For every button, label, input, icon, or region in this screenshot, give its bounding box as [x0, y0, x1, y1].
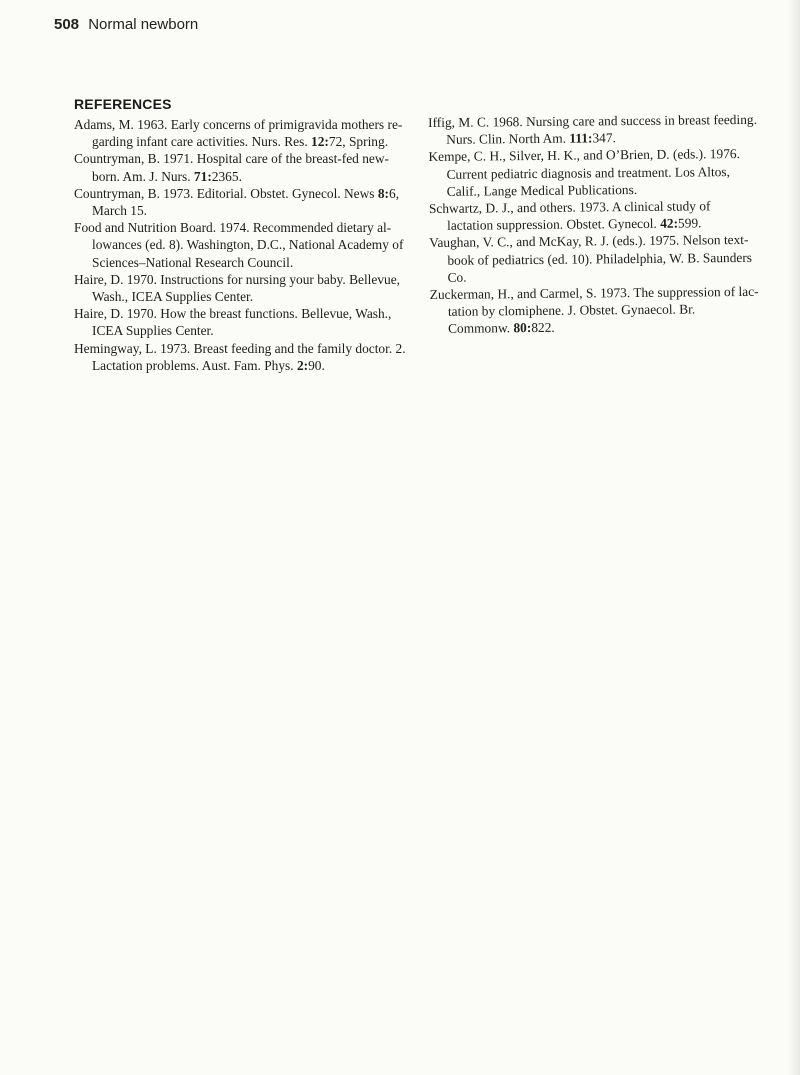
reference-pages: 72, Spring. — [328, 134, 389, 150]
reference-pages: 6, March 15. — [92, 185, 400, 219]
reference-entry — [430, 283, 760, 338]
reference-entry — [74, 271, 408, 305]
reference-text: Countryman, B. 1971. Hospital care of the breast-fed new-born. Am. J. Nurs. — [74, 151, 389, 184]
reference-pages: 2365. — [211, 168, 242, 184]
references-left-column — [74, 116, 408, 374]
reference-entry — [74, 150, 408, 184]
running-header — [54, 16, 198, 33]
reference-text: Vaughan, V. C., and McKay, R. J. (eds.). 1975. Nelson text-book of pediatrics (ed. 10). Philadelphia, W. B. Saunders Co. — [429, 232, 753, 285]
reference-volume: 12: — [311, 134, 329, 150]
page-number: 508 — [54, 16, 80, 33]
running-title: Normal newborn — [88, 16, 199, 33]
reference-text: Countryman, B. 1973. Editorial. Obstet. Gynecol. News — [74, 185, 378, 201]
reference-volume: 71: — [193, 168, 212, 184]
reference-entry — [429, 197, 759, 235]
reference-entry — [428, 111, 758, 149]
references-heading: REFERENCES — [74, 96, 172, 112]
references-right-column — [428, 111, 760, 338]
reference-text: Schwartz, D. J., and others. 1973. A clinical study of lactation suppression. Obstet. Gynecol. — [428, 198, 711, 234]
reference-entry — [428, 145, 758, 200]
reference-text: Adams, M. 1963. Early concerns of primigravida mothers re-garding infant care activities. Nurs. Res. — [74, 117, 403, 150]
reference-pages: 822. — [531, 320, 555, 336]
reference-text: Hemingway, L. 1973. Breast feeding and the family doctor. 2. Lactation problems. Aust. Fam. Phys. — [74, 340, 406, 373]
page-edge-shadow — [788, 0, 800, 1075]
reference-entry — [429, 231, 759, 286]
reference-entry — [74, 116, 408, 150]
reference-pages: 599. — [677, 215, 702, 231]
reference-volume: 8: — [377, 185, 390, 201]
reference-text: Haire, D. 1970. Instructions for nursing your baby. Bellevue, Wash., ICEA Supplies Center. — [74, 271, 401, 305]
reference-volume: 42: — [660, 215, 679, 231]
reference-pages: 90. — [308, 357, 325, 373]
reference-entry — [74, 305, 408, 339]
reference-pages: 347. — [592, 130, 616, 146]
reference-text: Food and Nutrition Board. 1974. Recommended dietary al-lowances (ed. 8). Washington, D.C., National Academy of Sciences–National Research Council. — [74, 220, 404, 270]
reference-entry — [74, 340, 408, 374]
reference-volume: 80: — [513, 320, 532, 336]
reference-text: Haire, D. 1970. How the breast functions. Bellevue, Wash., ICEA Supplies Center. — [74, 306, 392, 339]
reference-volume: 2: — [296, 357, 309, 373]
reference-entry — [74, 219, 408, 271]
reference-volume: 111: — [569, 130, 593, 146]
reference-text: Kempe, C. H., Silver, H. K., and O’Brien, D. (eds.). 1976. Current pediatric diagnosis and treatment. Los Altos, Calif., Lange Medical Publications. — [428, 146, 740, 199]
reference-entry — [74, 185, 408, 219]
reference-text: Zuckerman, H., and Carmel, S. 1973. The suppression of lac-tation by clomiphene. J. Obstet. Gynaecol. Br. Commonw. — [429, 283, 759, 337]
reference-text: Iffig, M. C. 1968. Nursing care and success in breast feeding. Nurs. Clin. North Am. — [428, 111, 757, 148]
